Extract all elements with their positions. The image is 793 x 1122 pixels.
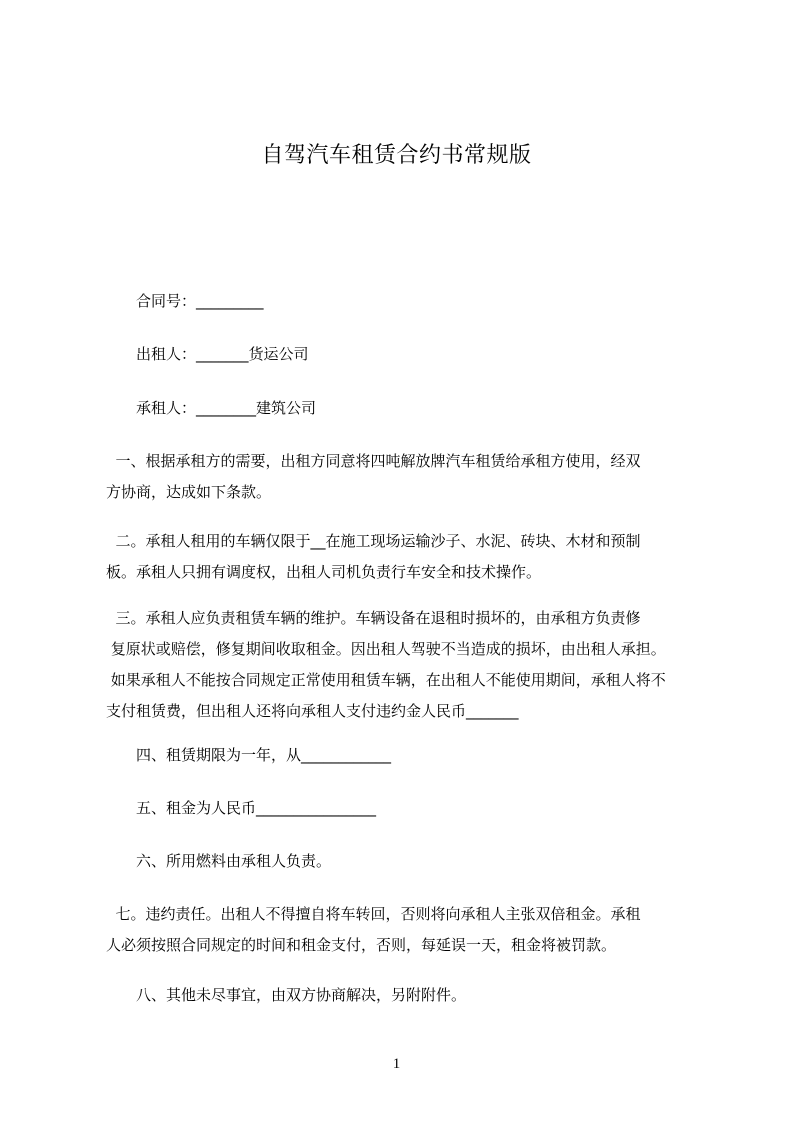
lessee-field (106, 393, 732, 424)
clause-4 (106, 740, 732, 771)
clause-3-line-4: 支付租赁费，但出租人还将向承租人支付违约金人民币_______ (106, 702, 519, 720)
page-number: 1 (392, 1056, 401, 1072)
contract-number-field (106, 286, 732, 317)
clause-3-line-3: 如果承租人不能按合同规定正常使用租赁车辆，在出租人不能使用期间，承租人将不 (106, 671, 666, 689)
clause-5-line-1: 五、租金为人民币________________ (136, 799, 377, 817)
clause-8 (106, 980, 732, 1011)
document-title: 自驾汽车租赁合约书常规版 (261, 143, 532, 168)
clause-2 (106, 526, 702, 588)
clause-7-line-2: 人必须按照合同规定的时间和租金支付，否则，每延误一天，租金将被罚款。 (106, 936, 617, 954)
clause-3-line-1: 三。承租人应负责租赁车辆的维护。车辆设备在退租时损坏的，由承租方负责修 (106, 609, 641, 627)
clause-1 (106, 446, 702, 508)
clause-8-line-1: 八、其他未尽事宜，由双方协商解决，另附附件。 (136, 986, 467, 1004)
clause-2-line-2: 板。承租人只拥有调度权，出租人司机负责行车安全和技术操作。 (106, 563, 542, 581)
clause-6-line-1: 六、所用燃料由承租人负责。 (136, 852, 332, 870)
clause-6 (106, 846, 732, 877)
lessor-text: 出租人：_______货运公司 (136, 345, 309, 363)
clause-7 (106, 899, 702, 961)
clause-1-line-2: 方协商，达成如下条款。 (106, 483, 272, 501)
clause-7-line-1: 七。违约责任。出租人不得擅自将车转回，否则将向承租人主张双倍租金。承租 (106, 905, 641, 923)
clause-2-line-1: 二。承租人租用的车辆仅限于__在施工现场运输沙子、水泥、砖块、木材和预制 (106, 532, 641, 550)
contract-number-text: 合同号：_________ (136, 292, 264, 310)
clause-1-line-1: 一、根据承租方的需要，出租方同意将四吨解放牌汽车租赁给承租方使用，经双 (106, 452, 641, 470)
clause-5 (106, 793, 732, 824)
clause-3 (106, 603, 702, 727)
lessor-field (106, 339, 732, 370)
clause-4-line-1: 四、租赁期限为一年，从____________ (136, 746, 392, 764)
lessee-text: 承租人：________建筑公司 (136, 399, 317, 417)
clause-3-line-2: 复原状或赔偿，修复期间收取租金。因出租人驾驶不当造成的损坏，由出租人承担。 (106, 640, 666, 658)
